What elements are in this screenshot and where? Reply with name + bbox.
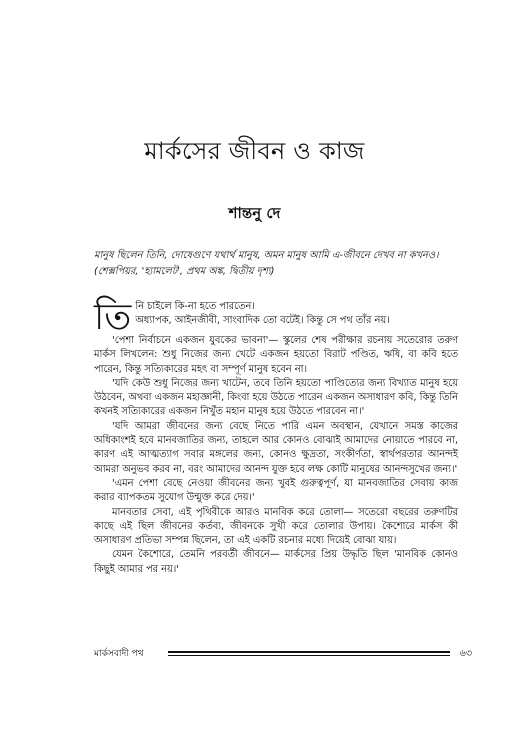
- author-name: শান্তনু দে: [228, 204, 281, 222]
- paragraph: 'এমন পেশা বেছে নেওয়া জীবনের জন্য খুবই গুরুত্বপূর্ণ, যা মানবজাতির সেবায় কাজ করার ব্যাপকতম সুযোগ উন্মুক্ত করে দেয়।': [94, 477, 458, 504]
- drop-cap: তি: [94, 297, 132, 338]
- footer-rule: [168, 651, 450, 656]
- epigraph: মানুষ ছিলেন তিনি, দোষেগুণে যথার্থ মানুষ, অমন মানুষ আমি এ-জীবনে দেখব না কখনও। (শেক্সপিয়র, 'হ্যামলেট', প্রথম অঙ্ক, দ্বিতীয় দৃশ্য): [94, 250, 439, 277]
- page-number: ৬৩: [459, 648, 472, 659]
- running-footer-title: মার্কসবাদী পথ: [94, 649, 144, 659]
- body-text: [94, 297, 458, 577]
- paragraph: 'যদি আমরা জীবনের জন্য বেছে নিতে পারি এমন অবস্থান, যেখানে সমস্ত কাজের অধিকাংশই হবে মানবজাতির জন্য, তাহলে আর কোনও বোঝাই আমাদের নোয়াতে পারবে না, কারণ এই আত্মত্যাগ সবার মঙ্গলের জন্য, কোনও ক্ষুদ্রতা, সংকীর্ণতা, স্বার্থপরতার আনন্দই আমরা অনুভব করব না, বরং আমাদের আনন্দ যুক্ত হবে লক্ষ কোটি মানুষের আনন্দসুখের জন্য।': [94, 420, 458, 475]
- opening-block: [94, 297, 458, 338]
- opening-line: নি চাইলে কি-না হতে পারতেন।: [135, 301, 255, 312]
- paragraph: যেমন কৈশোরে, তেমনি পরবর্তী জীবনে— মার্কসের প্রিয় উদ্ধৃতি ছিল 'মানবিক কোনও কিছুই আমার পর নয়।': [94, 549, 458, 575]
- paragraph: 'পেশা নির্বাচনে একজন যুবকের ভাবনা'— স্কুলের শেষ পরীক্ষার রচনায় সতেরোর তরুণ মার্কস লিখলেন: শুধু নিজের জন্য খেটে একজন হয়তো বিরাট পণ্ডিত, ঋষি, বা কবি হতে পারেন, কিন্তু সত্যিকারের মহৎ বা সম্পূর্ণ মানুষ হবেন না।: [94, 335, 458, 375]
- page-footer: [94, 647, 472, 661]
- paragraph: মানবতার সেবা, এই পৃথিবীকে আরও মানবিক করে তোলা— সতেরো বছরের তরুণটির কাছে এই ছিল জীবনের কর্তব্য, জীবনকে সুখী করে তোলার উপায়। কৈশোরে মার্কস কী অসাধারণ প্রতিভা সম্পন্ন ছিলেন, তা এই একটি রচনার মধ্যে দিয়েই বোঝা যায়।: [94, 506, 458, 547]
- paragraph: 'যদি কেউ শুধু নিজের জন্য খাটেন, তবে তিনি হয়তো পাণ্ডিত্যের জন্য বিখ্যাত মানুষ হয়ে উঠবেন, অথবা একজন মহাজ্ঞানী, কিংবা হয়ে উঠতে পারেন একজন অসাধারণ কবি, কিন্তু তিনি কখনই সত্যিকারের একজন নিখুঁত মহান মানুষ হয়ে উঠতে পারবেন না।': [94, 377, 458, 418]
- opening-line-2: অধ্যাপক, আইনজীবী, সাংবাদিক তো বটেই। কিন্তু সে পথ তাঁর নয়।: [135, 315, 390, 327]
- chapter-title: মার্কসের জীবন ও কাজ: [144, 137, 365, 165]
